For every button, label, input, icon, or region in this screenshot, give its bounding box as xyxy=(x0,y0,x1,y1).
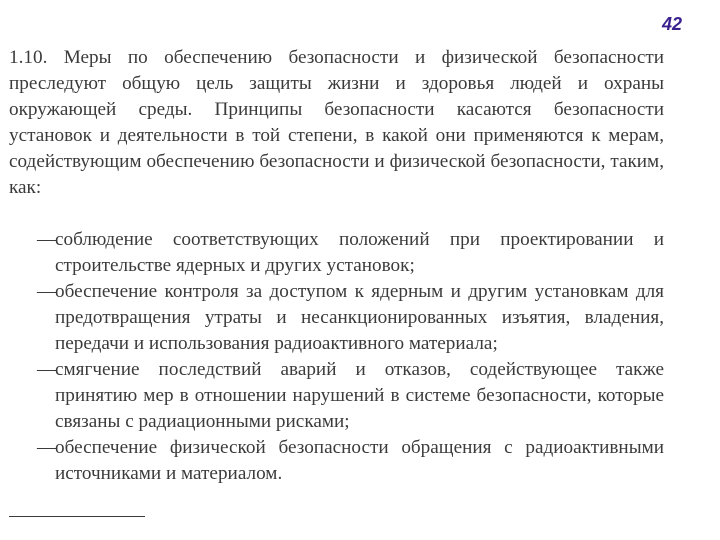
list-item xyxy=(9,227,664,279)
paragraph-1-10: 1.10. Меры по обеспечению безопасности и физической безопасности преследуют общую цель защиты жизни и здоровья людей и охраны окружающей среды. Принципы безопасности касаются безопасности установок и деятельности в той степени, в какой они применяются к мерам, содействующим обеспечению безопасности и физической безопасности, таким, как: xyxy=(9,47,664,198)
list-dash: — xyxy=(37,281,57,302)
footnote-separator xyxy=(9,516,145,517)
measures-list xyxy=(9,227,664,487)
list-dash: — xyxy=(37,229,57,250)
document-body xyxy=(9,45,664,487)
list-item xyxy=(9,435,664,487)
list-item-text: смягчение последствий аварий и отказов, содействующее также принятию мер в отношении нарушений в системе безопасности, которые связаны с радиационными рисками; xyxy=(55,359,664,432)
list-item-text: соблюдение соответствующих положений при проектировании и строительстве ядерных и других установок; xyxy=(55,229,664,276)
list-item-text: обеспечение физической безопасности обращения с радиоактивными источниками и материалом. xyxy=(55,437,664,484)
page-number: 42 xyxy=(661,14,682,34)
list-item xyxy=(9,279,664,357)
list-item-text: обеспечение контроля за доступом к ядерным и другим установкам для предотвращения утраты и несанкционированных изъятия, владения, передачи и использования радиоактивного материала; xyxy=(55,281,664,354)
list-dash: — xyxy=(37,359,57,380)
list-item xyxy=(9,357,664,435)
list-dash: — xyxy=(37,437,57,458)
